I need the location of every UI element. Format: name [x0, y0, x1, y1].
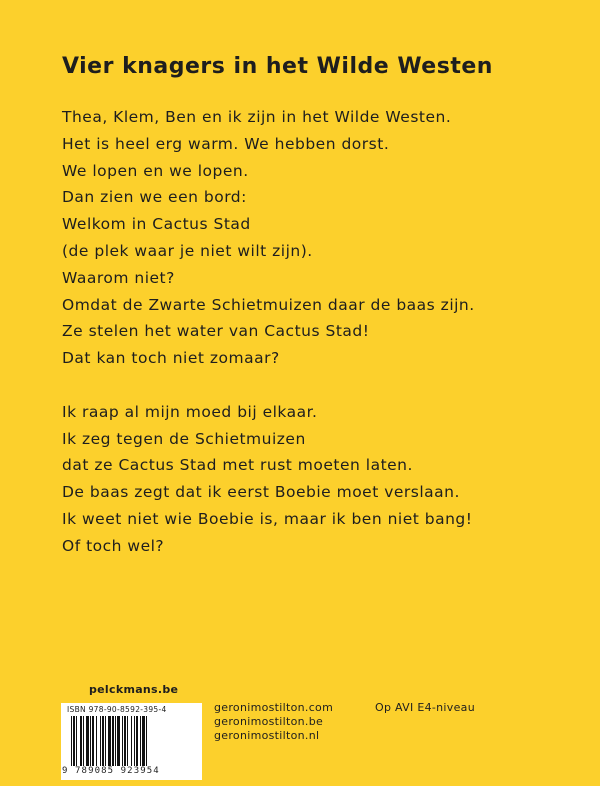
barcode-bars	[71, 716, 192, 766]
avi-level: Op AVI E4-niveau	[375, 701, 475, 714]
text-line: Ik raap al mijn moed bij elkaar.	[62, 402, 318, 421]
barcode	[61, 703, 202, 780]
text-line: Dat kan toch niet zomaar?	[62, 349, 280, 368]
text-line: Omdat de Zwarte Schietmuizen daar de baas zijn.	[62, 295, 475, 314]
website-link[interactable]: geronimostilton.be	[214, 715, 324, 728]
paragraph-gap	[62, 372, 475, 399]
text-line: Dan zien we een bord:	[62, 188, 247, 207]
text-line: Ik zeg tegen de Schietmuizen	[62, 429, 306, 448]
text-line: We lopen en we lopen.	[62, 161, 249, 180]
publisher-url: pelckmans.be	[89, 683, 179, 696]
blurb-text	[62, 104, 475, 560]
text-line: (de plek waar je niet wilt zijn).	[62, 241, 313, 260]
text-line: Welkom in Cactus Stad	[62, 215, 251, 234]
website-link[interactable]: geronimostilton.nl	[214, 729, 320, 742]
website-link[interactable]: geronimostilton.com	[214, 701, 334, 714]
text-line: Thea, Klem, Ben en ik zijn in het Wilde Westen.	[62, 108, 452, 126]
text-line: Ik weet niet wie Boebie is, maar ik ben niet bang!	[62, 509, 473, 528]
text-line: dat ze Cactus Stad met rust moeten laten.	[62, 456, 413, 475]
isbn-number: ISBN 978-90-8592-395-4	[67, 705, 167, 714]
book-title: Vier knagers in het Wilde Westen	[62, 54, 493, 79]
website-list	[214, 701, 333, 743]
text-line: Waarom niet?	[62, 268, 175, 287]
barcode-digits: 9 789085 923954	[62, 766, 160, 776]
text-line: Ze stelen het water van Cactus Stad!	[62, 322, 370, 341]
text-line: Het is heel erg warm. We hebben dorst.	[62, 134, 390, 153]
text-line: Of toch wel?	[62, 536, 165, 555]
text-line: De baas zegt dat ik eerst Boebie moet verslaan.	[62, 483, 460, 502]
